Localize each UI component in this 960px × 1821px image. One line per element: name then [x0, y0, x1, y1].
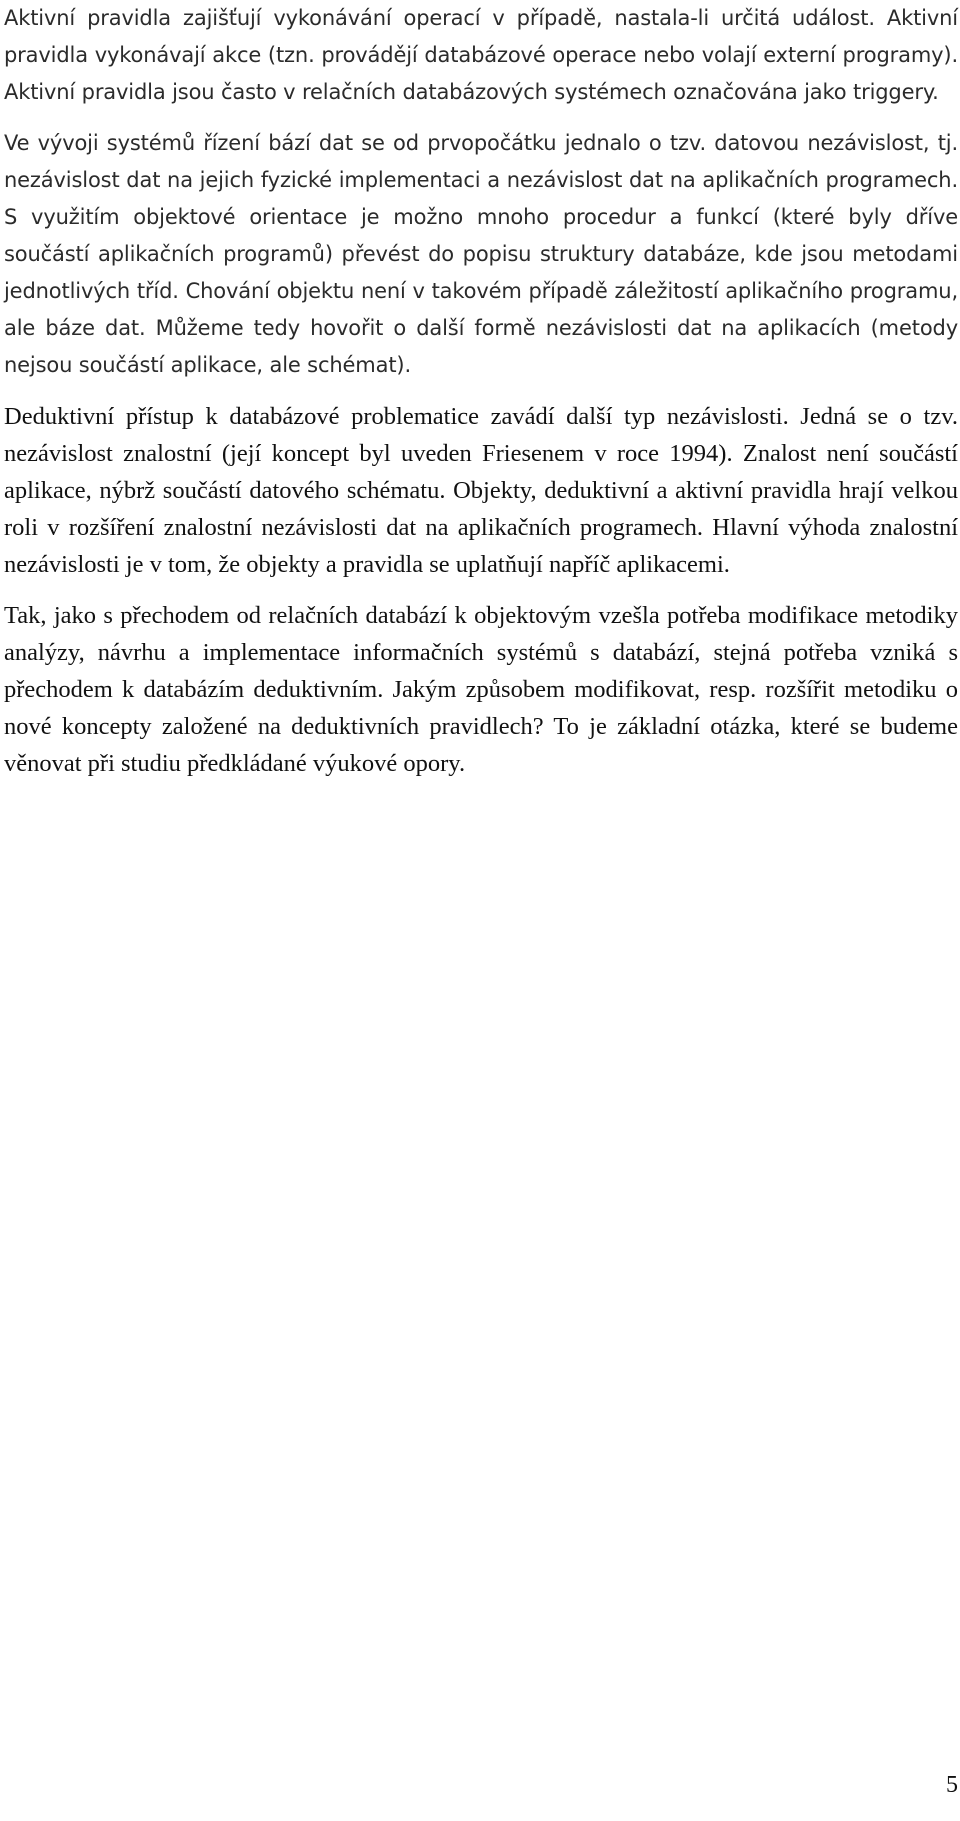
page-number: 5 [946, 1772, 958, 1798]
paragraph-data-independence: Ve vývoji systémů řízení bází dat se od prvopočátku jednalo o tzv. datovou nezávislost, tj. nezávislost dat na jejich fyzické implementaci a nezávislost dat na aplikačních programech. S využitím objektové orientace je možno mnoho procedur a funkcí (které byly dříve součástí aplikačních programů) převést do popisu struktury databáze, kde jsou metodami jednotlivých tříd. Chování objektu není v takovém případě záležitostí aplikačního programu, ale báze dat. Můžeme tedy hovořit o další formě nezávislosti dat na aplikacích (metody nejsou součástí aplikace, ale schémat). [4, 131, 958, 377]
document-page [4, 0, 958, 796]
paragraph-methodology: Tak, jako s přechodem od relačních databází k objektovým vzešla potřeba modifikace metodiky analýzy, návrhu a implementace informačních systémů s databází, stejná potřeba vzniká s přechodem k databázím deduktivním. Jakým způsobem modifikovat, resp. rozšířit metodiku o nové koncepty založené na deduktivních pravidlech? To je základní otázka, které se budeme věnovat při studiu předkládané výukové opory. [4, 602, 958, 777]
paragraph-deductive-approach: Deduktivní přístup k databázové problematice zavádí další typ nezávislosti. Jedná se o tzv. nezávislost znalostní (její koncept byl uveden Friesenem v roce 1994). Znalost není součástí aplikace, nýbrž součástí datového schématu. Objekty, deduktivní a aktivní pravidla hrají velkou roli v rozšíření znalostní nezávislosti dat na aplikačních programech. Hlavní výhoda znalostní nezávislosti je v tom, že objekty a pravidla se uplatňují napříč aplikacemi. [4, 403, 958, 578]
paragraph-active-rules: Aktivní pravidla zajišťují vykonávání operací v případě, nastala-li určitá událost. Aktivní pravidla vykonávají akce (tzn. provádějí databázové operace nebo volají externí programy). Aktivní pravidla jsou často v relačních databázových systémech označována jako triggery. [4, 6, 958, 104]
